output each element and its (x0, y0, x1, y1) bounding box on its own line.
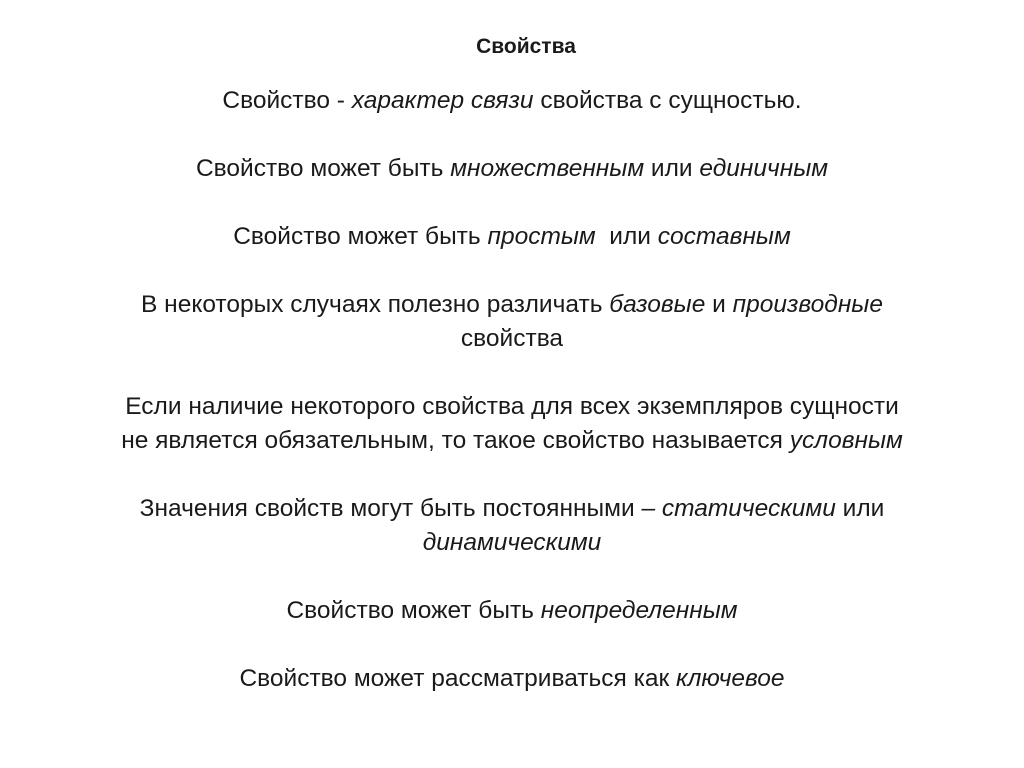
text-run: или (595, 223, 658, 250)
italic-term: множественным (450, 155, 645, 182)
text-line (0, 424, 1024, 458)
text-run: Свойство - (222, 87, 352, 114)
text-run: Свойство может быть (195, 155, 451, 182)
paragraph-static-dynamic (0, 492, 1024, 560)
text-line (0, 84, 1024, 118)
text-line (0, 322, 1024, 356)
text-run: или (835, 495, 885, 522)
italic-term: базовые (609, 291, 706, 318)
text-line (0, 594, 1024, 628)
paragraph-undefined (0, 594, 1024, 628)
italic-term: производные (732, 291, 883, 318)
text-line (0, 390, 1024, 424)
text-line (0, 526, 1024, 560)
text-run: свойства (460, 325, 564, 352)
text-run: свойства с сущностью. (533, 87, 802, 114)
italic-term: составным (657, 223, 791, 250)
italic-term: статическими (661, 495, 836, 522)
text-line (0, 492, 1024, 526)
text-line (0, 288, 1024, 322)
text-run: Свойство может рассматриваться как (239, 665, 677, 692)
text-line (0, 220, 1024, 254)
text-line (0, 662, 1024, 696)
text-run: Значения свойств могут быть постоянными – (139, 495, 662, 522)
text-run: или (644, 155, 700, 182)
italic-term: неопределенным (540, 597, 738, 624)
slide-body (0, 84, 1024, 730)
italic-term: динамическими (422, 529, 602, 556)
text-line (0, 152, 1024, 186)
paragraph-property-definition (0, 84, 1024, 118)
text-run: В некоторых случаях полезно различать (141, 291, 610, 318)
text-run: не является обязательным, то такое свойство называется (121, 427, 790, 454)
italic-term: характер связи (351, 87, 534, 114)
paragraph-base-derived (0, 288, 1024, 356)
text-run: Свойство может быть (286, 597, 541, 624)
paragraph-composition (0, 220, 1024, 254)
text-run: Свойство может быть (233, 223, 488, 250)
italic-term: единичным (699, 155, 829, 182)
italic-term: условным (789, 427, 903, 454)
paragraph-key (0, 662, 1024, 696)
slide-title: Свойства (476, 35, 576, 58)
italic-term: ключевое (676, 665, 785, 692)
text-run: Если наличие некоторого свойства для всех экземпляров сущности (125, 393, 899, 420)
paragraph-multiplicity (0, 152, 1024, 186)
paragraph-conditional (0, 390, 1024, 458)
text-run: и (705, 291, 733, 318)
italic-term: простым (487, 223, 596, 250)
